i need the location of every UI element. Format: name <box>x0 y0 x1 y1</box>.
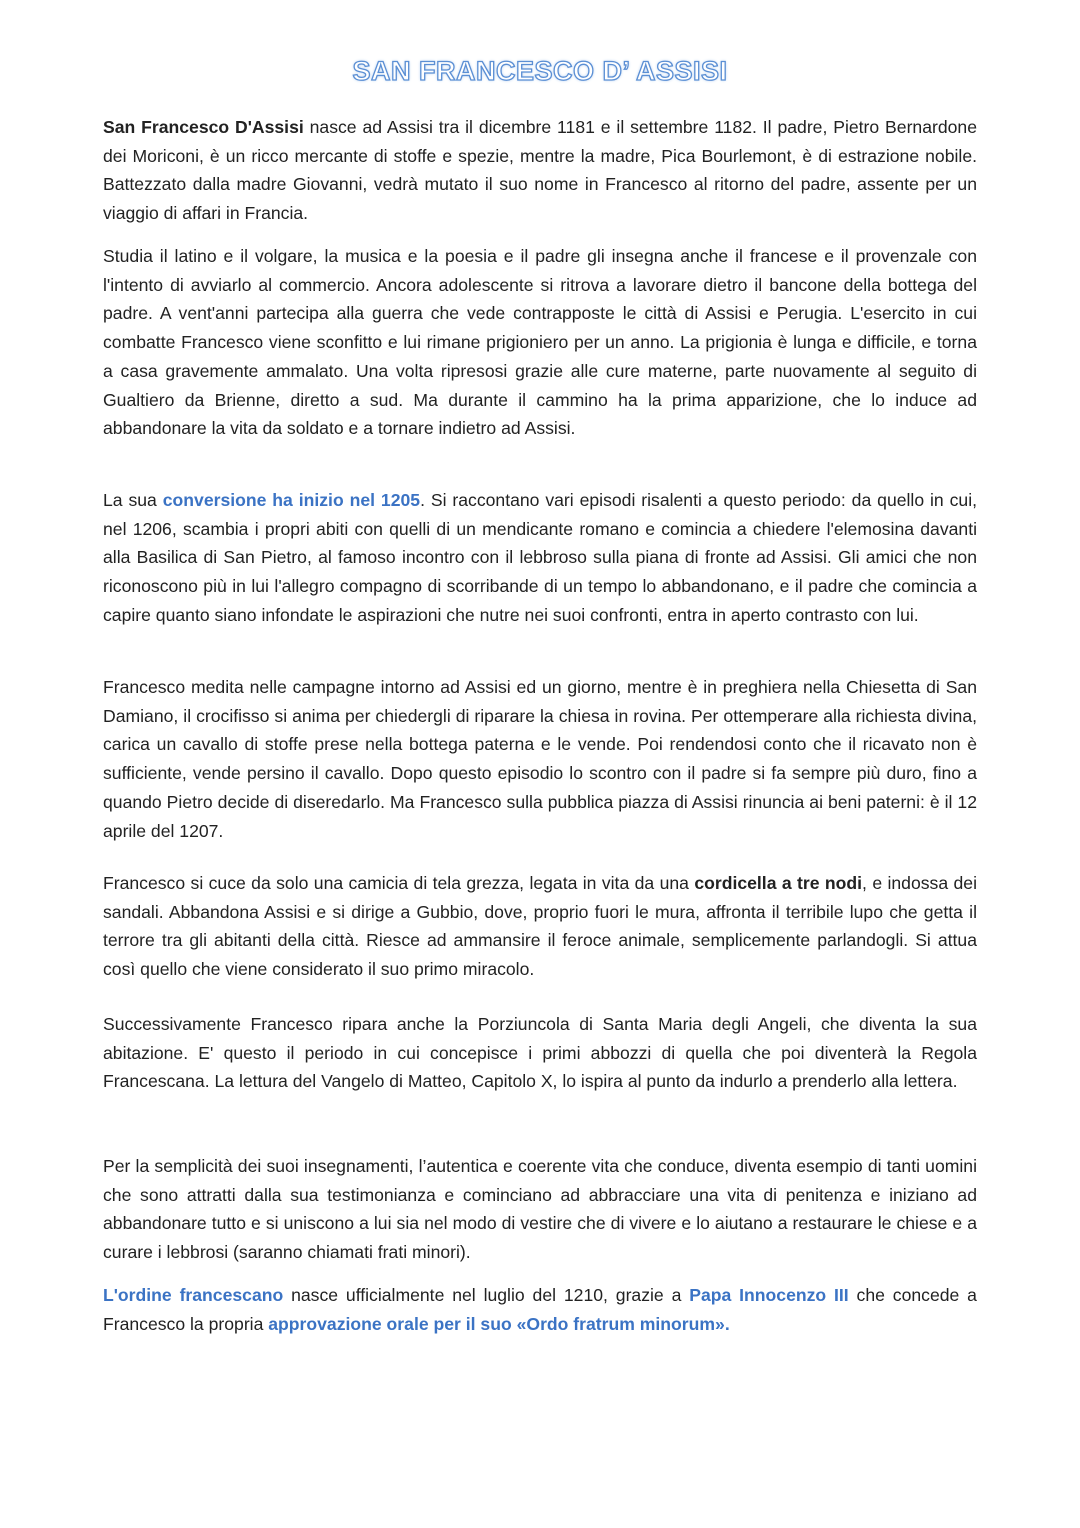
text: Francesco medita nelle campagne intorno ad Assisi ed un giorno, mentre è in preghiera nella Chiesetta di San Damiano, il crocifisso si anima per chiedergli di riparare la chiesa in rovina. Per ottemperare alla richiesta divina, carica un cavallo di stoffe prese nella bottega paterna e le vende. Poi rendendosi conto che il ricavato non è sufficiente, vende persino il cavallo. Dopo questo episodio lo scontro con il padre si fa sempre più duro, fino a quando Pietro decide di diseredarlo. Ma Francesco sulla pubblica piazza di Assisi rinuncia ai beni paterni: è il 12 aprile del 1207. <box>103 677 977 841</box>
highlight-pope: Papa Innocenzo III <box>689 1285 849 1305</box>
text: che concede a Francesco la propria <box>103 1285 977 1334</box>
text: , e indossa dei sandali. Abbandona Assisi e si dirige a Gubbio, dove, proprio fuori le mura, affronta il terribile lupo che getta il terrore tra gli abitanti della città. Riesce ad ammansire il feroce animale, semplicemente parlandogli. Si attua così quello che viene considerato il suo primo miracolo. <box>103 873 977 980</box>
text: Francesco si cuce da solo una camicia di tela grezza, legata in vita da una <box>103 873 695 893</box>
paragraph-followers <box>103 1152 977 1267</box>
highlight-conversion: conversione ha inizio nel 1205 <box>162 490 421 510</box>
text: Studia il latino e il volgare, la musica e la poesia e il padre gli insegna anche il francese e il provenzale con l'intento di avviarlo al commercio. Ancora adolescente si ritrova a lavorare dietro il bancone della bottega del padre. A vent'anni partecipa alla guerra che vede contrapposte le città di Assisi e Perugia. L'esercito in cui combatte Francesco viene sconfitto e lui rimane prigioniero per un anno. La prigionia è lunga e difficile, e torna a casa gravemente ammalato. Una volta ripresosi grazie alle cure materne, parte nuovamente al seguito di Gualtiero da Brienne, diretto a sud. Ma durante il cammino ha la prima apparizione, che lo induce ad abbandonare la vita da soldato e a tornare indietro ad Assisi. <box>103 246 977 439</box>
paragraph-order <box>103 1281 977 1338</box>
document-title: SAN FRANCESCO D’ ASSISI <box>352 56 728 86</box>
text: . Si raccontano vari episodi risalenti a questo periodo: da quello in cui, nel 1206, scambia i propri abiti con quelli di un mendicante romano e comincia a chiedere l'elemosina davanti alla Basilica di San Pietro, al famoso incontro con il lebbroso sulla piana di fronte ad Assisi. Gli amici che non riconoscono più in lui l'allegro compagno di scorribande di un tempo lo abbandonano, e il padre che comincia a capire quanto siano infondate le aspirazioni che nutre nei suoi confronti, entra in aperto contrasto con lui. <box>103 490 977 625</box>
paragraph-conversion <box>103 486 977 630</box>
bold-name: San Francesco D'Assisi <box>103 117 304 137</box>
paragraph-porziuncola <box>103 1010 977 1096</box>
paragraph-san-damiano <box>103 673 977 845</box>
paragraph-gubbio <box>103 869 977 984</box>
text: nasce ufficialmente nel luglio del 1210, grazie a <box>283 1285 690 1305</box>
text: La sua <box>103 490 163 510</box>
text: Per la semplicità dei suoi insegnamenti, l’autentica e coerente vita che conduce, diventa esempio di tanti uomini che sono attratti dalla sua testimonianza e cominciano ad abbracciare una vita di penitenza e iniziano ad abbandonare tutto e si uniscono a lui sia nel modo di vestire che di vivere e lo aiutano a restaurare le chiese e a curare i lebbrosi (saranno chiamati frati minori). <box>103 1156 977 1263</box>
paragraph-birth <box>103 113 977 228</box>
bold-cordicella: cordicella a tre nodi <box>694 873 863 893</box>
text: Successivamente Francesco ripara anche la Porziuncola di Santa Maria degli Angeli, che diventa la sua abitazione. E' questo il periodo in cui concepisce i primi abbozzi di quella che poi diventerà la Regola Francescana. La lettura del Vangelo di Matteo, Capitolo X, lo ispira al punto da indurlo a prenderlo alla lettera. <box>103 1014 977 1092</box>
text: nasce ad Assisi tra il dicembre 1181 e il settembre 1182. Il padre, Pietro Bernardone dei Moriconi, è un ricco mercante di stoffe e spezie, mentre la madre, Pica Bourlemont, è di estrazione nobile. Battezzato dalla madre Giovanni, vedrà mutato il suo nome in Francesco al ritorno del padre, assente per un viaggio di affari in Francia. <box>103 117 977 224</box>
highlight-approval: approvazione orale per il suo «Ordo fratrum minorum». <box>268 1313 730 1334</box>
highlight-order: L'ordine francescano <box>103 1285 284 1305</box>
paragraph-youth <box>103 242 977 443</box>
